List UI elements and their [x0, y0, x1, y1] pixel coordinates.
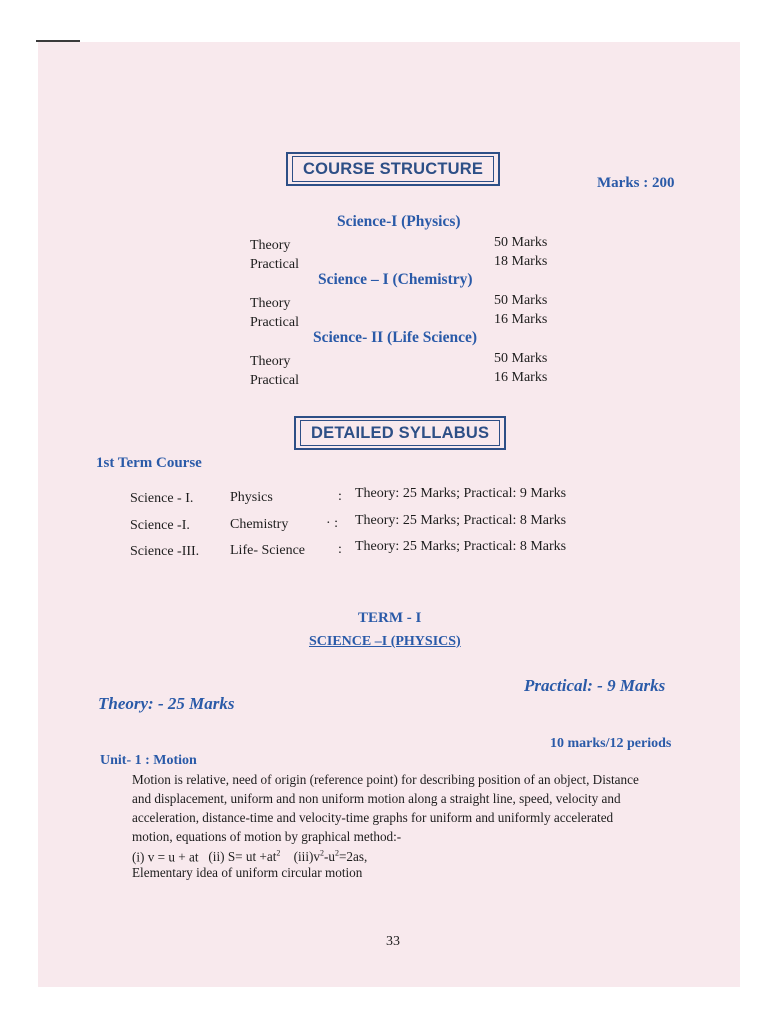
- practical-marks-heading: Practical: - 9 Marks: [524, 676, 666, 695]
- syllabus-row-detail: Theory: 25 Marks; Practical: 8 Marks: [355, 513, 567, 528]
- term-subtitle: SCIENCE –I (PHYSICS): [309, 634, 461, 649]
- syllabus-row-code: Science -III.: [130, 544, 200, 559]
- section-title-physics: Science-I (Physics): [337, 213, 461, 230]
- syllabus-row-separator: :: [338, 489, 342, 504]
- syllabus-row-separator: · :: [326, 516, 339, 531]
- term-course-heading: 1st Term Course: [96, 455, 202, 471]
- syllabus-row-code: Science -I.: [130, 518, 190, 533]
- physics-practical-label: Practical: [250, 257, 299, 272]
- syllabus-row-detail: Theory: 25 Marks; Practical: 8 Marks: [355, 539, 567, 554]
- syllabus-row-detail: Theory: 25 Marks; Practical: 9 Marks: [355, 486, 567, 501]
- unit-body-line-last: Elementary idea of uniform circular motion: [132, 865, 363, 880]
- equation-3: $(iii)v^2-u^2=2as$,: [293, 849, 368, 865]
- unit-title: Unit- 1 : Motion: [100, 753, 197, 768]
- unit-body-line: motion, equations of motion by graphical method:-: [132, 829, 402, 844]
- equation-1: (i) v = u + at: [132, 849, 199, 865]
- theory-marks-heading: Theory: - 25 Marks: [98, 694, 235, 713]
- detailed-syllabus-box: [294, 416, 506, 450]
- syllabus-row-code: Science - I.: [130, 491, 194, 506]
- syllabus-row-subject: Life- Science: [230, 543, 306, 558]
- chemistry-practical-marks: 16 Marks: [494, 312, 548, 327]
- life-science-theory-label: Theory: [250, 354, 291, 369]
- life-science-practical-marks: 16 Marks: [494, 370, 548, 385]
- equation-2: (ii) S= ut $+at^2$: [208, 849, 281, 865]
- unit-body-line: Motion is relative, need of origin (reference point) for describing position of an object, Distance: [132, 772, 639, 787]
- course-structure-heading: COURSE STRUCTURE: [292, 156, 494, 182]
- marks-total: Marks : 200: [597, 175, 675, 191]
- physics-theory-label: Theory: [250, 238, 291, 253]
- chemistry-practical-label: Practical: [250, 315, 299, 330]
- detailed-syllabus-heading: DETAILED SYLLABUS: [300, 420, 500, 446]
- physics-practical-marks: 18 Marks: [494, 254, 548, 269]
- chemistry-theory-label: Theory: [250, 296, 291, 311]
- life-science-practical-label: Practical: [250, 373, 299, 388]
- course-structure-box: [286, 152, 500, 186]
- unit-periods: 10 marks/12 periods: [550, 736, 672, 751]
- section-title-life-science: Science- II (Life Science): [313, 329, 477, 346]
- unit-body-line: and displacement, uniform and non uniform motion along a straight line, speed, velocity and: [132, 791, 621, 806]
- syllabus-row-subject: Physics: [230, 490, 273, 505]
- physics-theory-marks: 50 Marks: [494, 235, 548, 250]
- section-title-chemistry: Science – I (Chemistry): [318, 271, 473, 288]
- syllabus-row-subject: Chemistry: [230, 517, 289, 532]
- unit-body-line: acceleration, distance-time and velocity-time graphs for uniform and uniformly accelerated: [132, 810, 614, 825]
- document-page: [38, 42, 740, 987]
- page-number: 33: [386, 934, 400, 949]
- chemistry-theory-marks: 50 Marks: [494, 293, 548, 308]
- life-science-theory-marks: 50 Marks: [494, 351, 548, 366]
- term-title: TERM - I: [358, 610, 422, 626]
- syllabus-row-separator: :: [338, 542, 342, 557]
